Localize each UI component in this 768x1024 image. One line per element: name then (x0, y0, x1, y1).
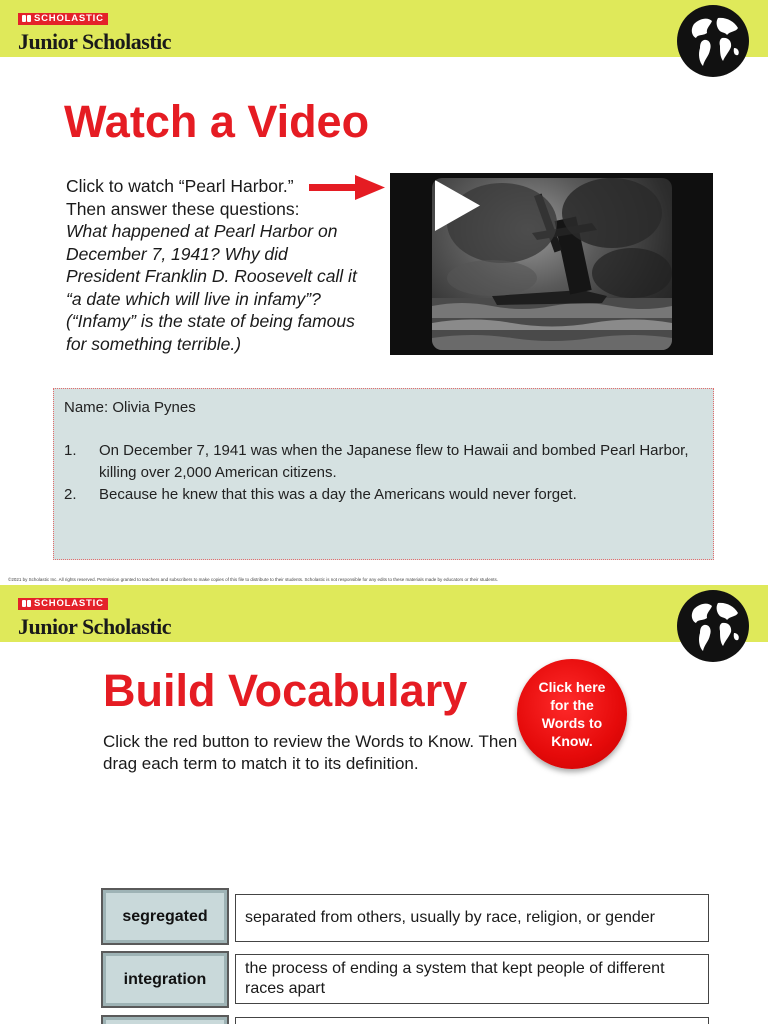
definition-box (235, 1017, 709, 1024)
term-card-segregated[interactable]: segregated (101, 888, 229, 945)
page-title: Build Vocabulary (103, 665, 468, 716)
magazine-name: Junior Scholastic (18, 614, 172, 639)
globe-icon (676, 4, 750, 78)
publisher-name: SCHOLASTIC (34, 598, 104, 609)
term-card-integration[interactable]: integration (101, 951, 229, 1008)
definition-box: the process of ending a system that kept people of different races apart (235, 954, 709, 1004)
list-item (64, 484, 704, 506)
term-card[interactable] (101, 1015, 229, 1024)
definition-box: separated from others, usually by race, religion, or gender (235, 894, 709, 942)
header-bar (0, 585, 768, 642)
answer-text: On December 7, 1941 was when the Japanese flew to Hawaii and bombed Pearl Harbor, killing over 2,000 American citizens. (99, 442, 689, 481)
publisher-name: SCHOLASTIC (34, 13, 104, 24)
instruction-line: Then answer these questions: (66, 198, 300, 219)
instruction-line: Click to watch “Pearl Harbor.” (66, 176, 294, 196)
vocab-instructions: Click the red button to review the Words to Know. Then drag each term to match it to its definition. (103, 732, 518, 773)
scholastic-badge (18, 598, 108, 610)
list-number: 1. (64, 442, 77, 459)
arrow-right-icon (307, 172, 387, 204)
student-name: Name: Olivia Pynes (64, 399, 196, 416)
answer-text: Because he knew that this was a day the Americans would never forget. (99, 486, 577, 503)
list-number: 2. (64, 486, 77, 503)
brand-logo (18, 594, 171, 640)
list-item (64, 440, 704, 484)
video-thumbnail (432, 178, 672, 350)
globe-icon (676, 589, 750, 663)
answer-box[interactable] (53, 388, 714, 560)
answer-list (64, 440, 704, 506)
magazine-name: Junior Scholastic (18, 29, 172, 54)
questions-text: What happened at Pearl Harbor on December 7, 1941? Why did President Franklin D. Roosevelt call it “a date which will live in infamy”? (“Infamy” is the state of being famous for something terrible.) (66, 221, 357, 354)
scholastic-badge (18, 13, 108, 25)
brand-logo (18, 9, 171, 55)
video-player[interactable] (390, 173, 713, 355)
slide-build-vocabulary (0, 585, 768, 1024)
header-bar (0, 0, 768, 57)
copyright-notice: ©2021 by Scholastic Inc. All rights reserved. Permission granted to teachers and subscribers to make copies of this file to distribute to their students. Scholastic is not responsible for any edits to these materials made by educators or their students. (8, 577, 499, 582)
play-icon[interactable] (432, 178, 482, 233)
words-to-know-button[interactable]: Click here for the Words to Know. (517, 659, 627, 769)
book-icon (22, 15, 31, 22)
book-icon (22, 600, 31, 607)
page-title: Watch a Video (64, 96, 370, 147)
